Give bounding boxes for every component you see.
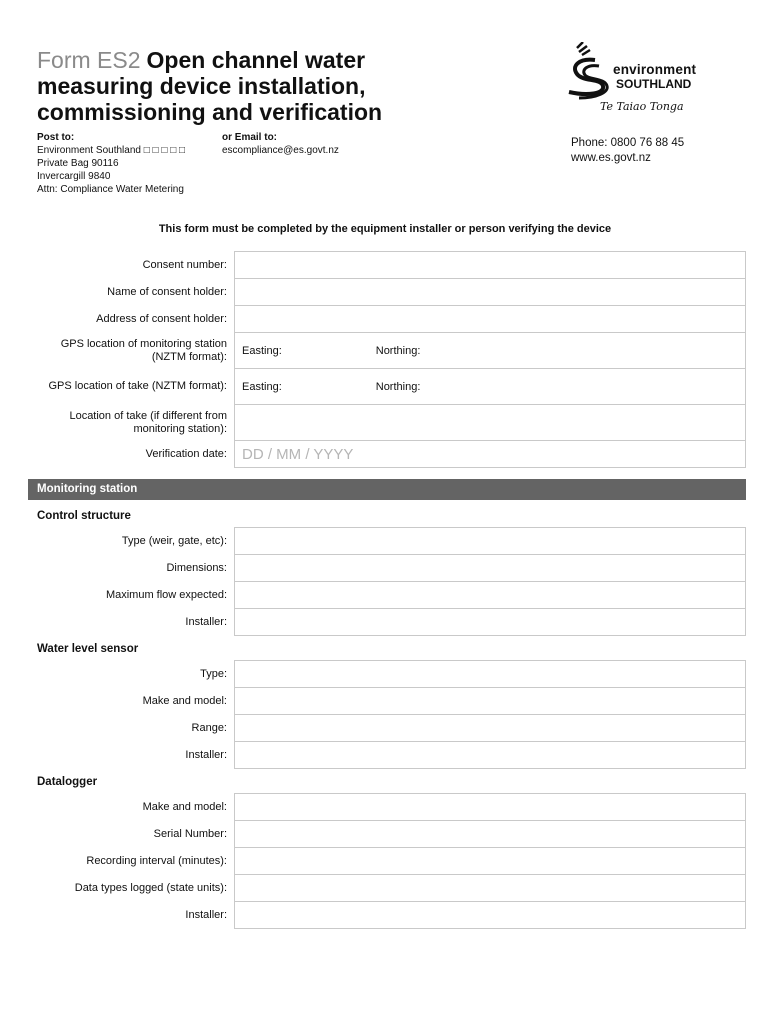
environment-southland-logo — [565, 40, 735, 120]
logger-installer-field[interactable] — [235, 902, 746, 929]
northing-label: Northing: — [375, 380, 421, 393]
contact-block — [571, 136, 684, 166]
water-level-sensor-heading: Water level sensor — [37, 643, 139, 655]
verification-date-field[interactable] — [235, 441, 746, 468]
field-label: Recording interval (minutes): — [86, 854, 227, 867]
post-line: Invercargill 9840 — [37, 171, 111, 182]
field-label: Verification date: — [145, 447, 227, 460]
logger-serial-field[interactable] — [235, 821, 746, 848]
sensor-range-field[interactable] — [235, 715, 746, 742]
gps-take-field[interactable] — [235, 369, 746, 405]
field-label: Location of take (if different from monitoring station): — [69, 409, 227, 435]
form-title-text: Open channel water measuring device installation, commissioning and verification — [37, 47, 383, 125]
control-structure-table — [37, 527, 746, 636]
max-flow-field[interactable] — [235, 582, 746, 609]
control-structure-heading: Control structure — [37, 510, 131, 522]
field-label: Name of consent holder: — [107, 285, 227, 298]
field-label: Installer: — [185, 748, 227, 761]
field-label: Type: — [200, 667, 227, 680]
logo-mark-icon — [565, 42, 613, 100]
form-title — [37, 47, 437, 125]
post-line: Private Bag 90116 — [37, 158, 119, 169]
logo-wordmark-line1: environment — [613, 62, 697, 77]
consent-holder-name-field[interactable] — [235, 279, 746, 306]
datalogger-heading: Datalogger — [37, 776, 98, 788]
datalogger-table — [37, 793, 746, 929]
easting-label: Easting: — [242, 380, 282, 393]
date-placeholder: DD / MM / YYYY — [242, 445, 354, 463]
field-label: Address of consent holder: — [96, 312, 227, 325]
completion-notice: This form must be completed by the equipment installer or person verifying the device — [158, 223, 612, 235]
field-label: Make and model: — [142, 694, 227, 707]
field-label: GPS location of monitoring station (NZTM format): — [60, 337, 227, 363]
monitoring-station-section-header: Monitoring station — [28, 479, 746, 500]
northing-label: Northing: — [375, 344, 421, 357]
field-label: Installer: — [185, 615, 227, 628]
form-id: Form ES2 — [37, 47, 141, 73]
sensor-installer-field[interactable] — [235, 742, 746, 769]
consent-number-field[interactable] — [235, 252, 746, 279]
dimensions-field[interactable] — [235, 555, 746, 582]
post-label: Post to: — [37, 132, 75, 143]
email-block — [222, 131, 339, 157]
field-label: GPS location of take (NZTM format): — [48, 380, 227, 392]
take-location-field[interactable] — [235, 405, 746, 441]
post-line: Attn: Compliance Water Metering — [37, 184, 184, 195]
logo-wordmark-line2: SOUTHLAND — [616, 77, 692, 91]
structure-installer-field[interactable] — [235, 609, 746, 636]
water-level-sensor-table — [37, 660, 746, 769]
gps-station-field[interactable] — [235, 333, 746, 369]
easting-label: Easting: — [242, 344, 282, 357]
field-label: Type (weir, gate, etc): — [121, 534, 227, 547]
sensor-type-field[interactable] — [235, 661, 746, 688]
email-label: or Email to: — [222, 132, 278, 143]
consent-details-table — [37, 251, 746, 468]
data-types-field[interactable] — [235, 875, 746, 902]
phone-number: Phone: 0800 76 88 45 — [571, 137, 685, 149]
email-address[interactable]: escompliance@es.govt.nz — [222, 145, 339, 156]
recording-interval-field[interactable] — [235, 848, 746, 875]
structure-type-field[interactable] — [235, 528, 746, 555]
postal-address — [37, 131, 185, 196]
website-link[interactable]: www.es.govt.nz — [571, 152, 651, 164]
field-label: Consent number: — [142, 258, 227, 271]
field-label: Range: — [191, 721, 227, 734]
field-label: Serial Number: — [153, 827, 227, 840]
sensor-make-model-field[interactable] — [235, 688, 746, 715]
post-line: Environment Southland □ □ □ □ □ — [37, 145, 186, 156]
consent-holder-address-field[interactable] — [235, 306, 746, 333]
logger-make-model-field[interactable] — [235, 794, 746, 821]
logo-tagline: Te Taiao Tonga — [600, 100, 684, 113]
field-label: Installer: — [185, 908, 227, 921]
field-label: Make and model: — [142, 800, 227, 813]
field-label: Data types logged (state units): — [74, 881, 227, 894]
field-label: Dimensions: — [166, 561, 227, 574]
field-label: Maximum flow expected: — [105, 588, 227, 601]
